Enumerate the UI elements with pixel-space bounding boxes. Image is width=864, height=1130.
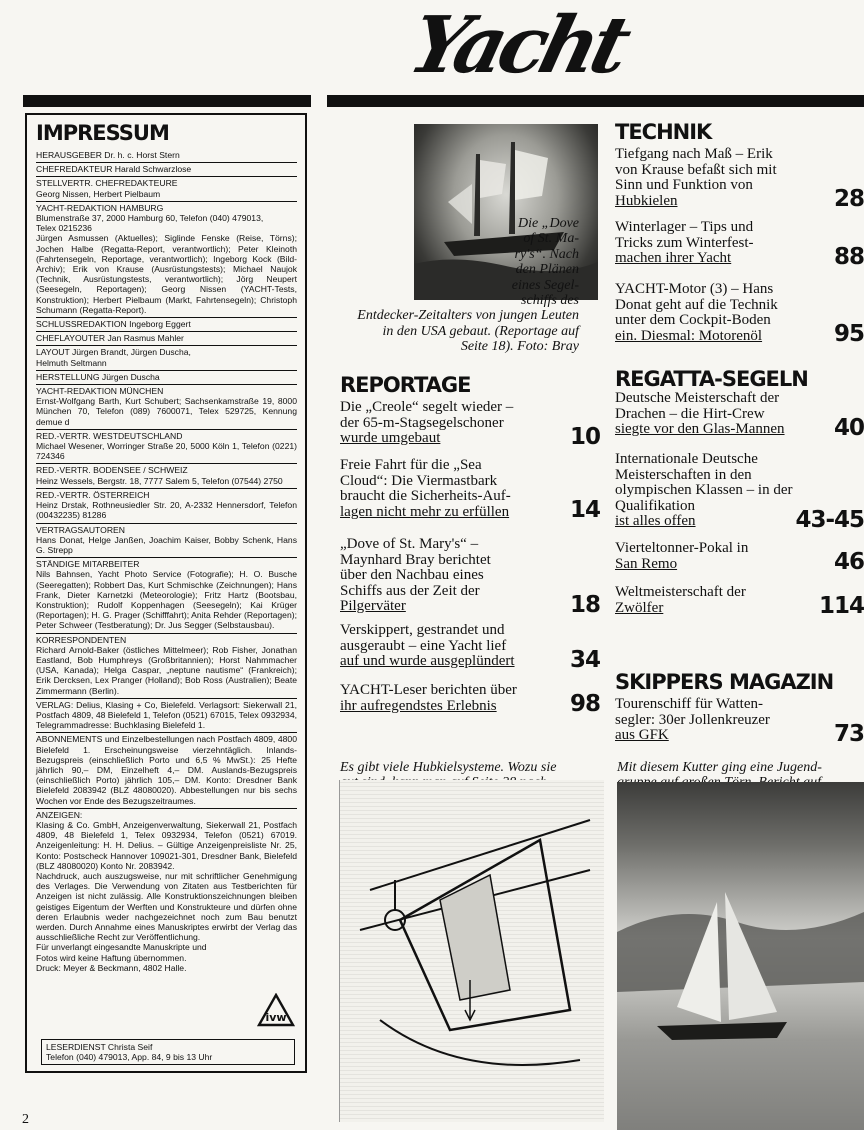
entry-text-lines: „Dove of St. Mary's“ – Maynhard Bray berichtet über den Nachbau eines Schiffs aus der Zeit der xyxy=(340,536,491,599)
impressum-blocks xyxy=(36,149,297,975)
caption-line: Entdecker-Zeitalters von jungen Leuten xyxy=(357,308,579,324)
technik-entry xyxy=(615,146,864,212)
impressum-title: IMPRESSUM xyxy=(36,121,169,145)
impressum-block: VERLAG: Delius, Klasing + Co, Bielefeld. Verlagsort: Siekerwall 21, Postfach 4809, 48 Bielefeld 1, Telefon (0521) 67015, Telex 0932934, Telegrammadresse: Buchklasing Bielefeld 1. xyxy=(36,698,297,733)
entry-text-last-line: Pilgerväter xyxy=(340,598,406,614)
caption-line: in den USA gebaut. (Reportage auf xyxy=(382,323,579,339)
entry-text-last-line: Zwölfer xyxy=(615,599,664,616)
caption-line: eines Segel- xyxy=(511,277,579,293)
entry-text xyxy=(615,696,864,747)
regatta-entry xyxy=(615,540,864,575)
dove-caption xyxy=(329,216,579,355)
impressum-block: CHEFLAYOUTER Jan Rasmus Mahler xyxy=(36,331,297,345)
impressum-block: ABONNEMENTS und Einzelbestellungen nach Postfach 4809, 4800 Bielefeld 1. Erscheinungsweise vierzehntäglich. Inlands-Bezugspreis (einschließlich Porto und 6,5 % MwSt.): 25 Hefte jährlich 90,– DM, Einzelheft 4,– DM. Auslands-Bezugspreis (einschließlich Porto) jährlich 105,– DM. Konto: Dresdner Bank Bielefeld 2083942 (BLZ 48080020). Abbestellungen nur bis sechs Wochen vor Ende des Bezugszeitraumes. xyxy=(36,732,297,807)
entry-text-lines: Vierteltonner-Pokal in xyxy=(615,540,749,556)
entry-text xyxy=(340,536,600,618)
impressum-block: SCHLUSSREDAKTION Ingeborg Eggert xyxy=(36,317,297,331)
entry-text xyxy=(615,540,864,575)
impressum-block: LAYOUT Jürgen Brandt, Jürgen Duscha, Helmuth Seltmann xyxy=(36,345,297,369)
entry-page-number: 10 xyxy=(569,423,600,450)
entry-text-lines: Weltmeisterschaft der xyxy=(615,584,746,600)
reportage-entry xyxy=(340,399,600,450)
impressum-block: ANZEIGEN: Klasing & Co. GmbH, Anzeigenverwaltung, Siekerwall 21, Postfach 4809, 48 Bielefeld 1, Telex 0932934, Telefon (0521) 67019. Anzeigenleitung: H. H. Delius. – Gültige Anzeigenpreisliste Nr. 25, Konto: Postscheck Hannover 109021-301, Dresdner Bank, Bielefeld (BLZ 48080020) Konto Nr. 2083942. Nachdruck, auch auszugsweise, nur mit schriftlicher Genehmigung des Verlages. Die Verwendung von Zitaten aus Testberichten für Anzeigen ist nicht zulässig. Alle Konstruktionszeichnungen bleiben geistiges Eigentum der Werften und Konstrukteure und dürfen ohne deren Erlaubnis weder nachgezeichnet noch zum Bau benutzt werden. Durch Annahme eines Manuskriptes erwirbt der Verlag das ausschließliche Recht zur Veröffentlichung. Für unverlangt eingesandte Manuskripte und Fotos wird keine Haftung übernommen. Druck: Meyer & Beckmann, 4802 Halle. xyxy=(36,808,297,975)
impressum-block: RED.-VERTR. BODENSEE / SCHWEIZ Heinz Wessels, Bergstr. 18, 7777 Salem 5, Telefon (07544) 2750 xyxy=(36,463,297,487)
entry-page-number: 88 xyxy=(833,243,864,270)
entry-page-number: 114 xyxy=(818,593,864,619)
impressum-block: KORRESPONDENTEN Richard Arnold-Baker (östliches Mittelmeer); Rob Fisher, Jonathan Eastland, Bob Humphreys (Großbritannien); Horst Nahmmacher (USA, Kanada); Helga Caspar, „neptune nautisme“ (Frankreich); Erik Dercksen, Lex Pranger (Holland); Bob Ross (Australien); Beate Zimmermann (Berlin). xyxy=(36,633,297,698)
hubkiel-drawing xyxy=(339,780,604,1122)
regatta-entry xyxy=(615,451,864,533)
entry-text xyxy=(615,281,864,347)
entry-text-last-line: ist alles offen xyxy=(615,513,696,529)
impressum-block: RED.-VERTR. WESTDEUTSCHLAND Michael Wesener, Worringer Straße 20, 5000 Köln 1, Telefon (0221) 724346 xyxy=(36,429,297,464)
entry-page-number: 46 xyxy=(833,549,864,575)
entry-page-number: 95 xyxy=(833,321,864,347)
entry-text-lines: YACHT-Motor (3) – Hans Donat geht auf die Technik unter dem Cockpit-Boden xyxy=(615,281,778,328)
impressum-block: STÄNDIGE MITARBEITER Nils Bahnsen, Yacht Photo Service (Fotografie); H. O. Busche (Seeregatten); Robbert Das, Kurt Schmischke (Zeichnungen); Hans Frank, Dieter Karnetzki (Meteorologie); Fritz Hartz (Bootsbau, Konstruktion); Rudolf Koppenhagen (Seesegeln); Kai Krüger (Reportagen); H. G. Prager (Schifffahrt); Anita Rehder (Reportagen); Peter Schweer (Testberatung); Dr. Jus Segger (Selbstausbau). xyxy=(36,557,297,632)
entry-text xyxy=(340,682,600,717)
entry-text-lines: Die „Creole“ segelt wieder – der 65-m-Stagsegelschoner xyxy=(340,399,514,431)
entry-text xyxy=(615,219,864,270)
impressum-block: CHEFREDAKTEUR Harald Schwarzlose xyxy=(36,162,297,176)
entry-text xyxy=(340,622,600,673)
impressum-block: STELLVERTR. CHEFREDAKTEURE Georg Nissen, Herbert Pielbaum xyxy=(36,176,297,200)
technik-entry xyxy=(615,281,864,347)
entry-text-last-line: aus GFK xyxy=(615,727,669,743)
entry-text-lines: Freie Fahrt für die „Sea Cloud“: Die Viermastbark braucht die Sicherheits-Auf- xyxy=(340,457,511,504)
entry-text-last-line: lagen nicht mehr zu erfüllen xyxy=(340,503,510,520)
impressum-block: HERAUSGEBER Dr. h. c. Horst Stern xyxy=(36,150,180,160)
skippers-entry xyxy=(615,696,864,747)
entry-page-number: 34 xyxy=(569,646,600,673)
entry-text-lines: Tiefgang nach Maß – Erik von Krause befaßt sich mit Sinn und Funktion von xyxy=(615,146,777,193)
section-title-technik: TECHNIK xyxy=(615,120,712,144)
reportage-entry xyxy=(340,457,600,523)
sailboat-icon xyxy=(617,782,864,1130)
entry-text-last-line: San Remo xyxy=(615,555,678,572)
ivw-logo-icon xyxy=(257,993,295,1027)
entry-page-number: 28 xyxy=(833,186,864,212)
impressum-block: HERSTELLUNG Jürgen Duscha xyxy=(36,370,297,384)
impressum-block: VERTRAGSAUTOREN Hans Donat, Helge Janßen, Joachim Kaiser, Bobby Schenk, Hans G. Strepp xyxy=(36,523,297,558)
entry-page-number: 40 xyxy=(833,414,864,441)
impressum-box xyxy=(25,113,307,1073)
entry-page-number: 73 xyxy=(833,720,864,747)
entry-page-number: 18 xyxy=(569,591,600,618)
section-title-regatta: REGATTA-SEGELN xyxy=(615,367,808,391)
impressum-block: YACHT-REDAKTION MÜNCHEN Ernst-Wolfgang Barth, Kurt Schubert; Sachsenkamstraße 19, 8000 München 70, Telefon (089) 7600071, Telex 529725, Kennung demue d xyxy=(36,384,297,429)
entry-text xyxy=(340,457,600,523)
entry-text-lines: Verskippert, gestrandet und ausgeraubt – eine Yacht lief xyxy=(340,622,507,654)
impressum-block: YACHT-REDAKTION HAMBURG Blumenstraße 37, 2000 Hamburg 60, Telefon (040) 479013, Telex 0215236 Jürgen Asmussen (Aktuelles); Siglinde Fenske (Reise, Törns); Jochen Halbe (Regatta-Report, verantwortlich); Peter Kleinoth (Fahrtensegeln, Reportage, verantwortlich); Ingeborg Kock (Bild-Archiv); Erik von Krause (Ausrüstungstests); Michael Naujok (Technik, Ausrüstungstests, verantwortlich); Jörg Neupert (Seesegeln, Reportagen); Georg Nissen (YACHT-Tests, Konstruktion); Herbert Pielbaum (Markt, Fahrtensegeln); Christoph Schumann (Regatta-Report). xyxy=(36,201,297,317)
caption-line: schiffs des xyxy=(521,293,579,309)
header-rule-left xyxy=(23,95,311,107)
kutter-photo xyxy=(617,782,864,1130)
entry-page-number: 98 xyxy=(569,691,600,717)
entry-text-last-line: Hubkielen xyxy=(615,192,678,209)
entry-text-lines: Deutsche Meisterschaft der Drachen – die Hirt-Crew xyxy=(615,390,780,422)
entry-page-number: 14 xyxy=(569,497,600,523)
entry-text-last-line: siegte vor den Glas-Mannen xyxy=(615,421,785,437)
caption-line: den Plänen xyxy=(515,262,579,278)
entry-text xyxy=(615,146,864,212)
entry-text-last-line: wurde umgebaut xyxy=(340,430,441,446)
entry-text-lines: Internationale Deutsche Meisterschaften in den olympischen Klassen – in der Qualifikation xyxy=(615,451,793,514)
entry-text-last-line: ihr aufregendstes Erlebnis xyxy=(340,697,497,714)
impressum-block: RED.-VERTR. ÖSTERREICH Heinz Drstak, Rothneusiedler Str. 20, A-2332 Hennersdorf, Telefon (00432235) 81286 xyxy=(36,488,297,523)
reportage-entry xyxy=(340,536,600,618)
keel-drawing-icon xyxy=(340,780,604,1122)
reportage-entry xyxy=(340,682,600,717)
reportage-entry xyxy=(340,622,600,673)
header-rule-right xyxy=(327,95,864,107)
entry-text-lines: YACHT-Leser berichten über xyxy=(340,682,517,698)
regatta-entry xyxy=(615,390,864,441)
entry-text-lines: Winterlager – Tips und Tricks zum Winterfest- xyxy=(615,219,754,251)
entry-text xyxy=(615,390,864,441)
entry-text-lines: Tourenschiff für Watten- segler: 30er Jollenkreuzer xyxy=(615,696,770,728)
leserdienst-box: LESERDIENST Christa Seif Telefon (040) 479013, App. 84, 9 bis 13 Uhr xyxy=(41,1039,295,1065)
caption-line: of St. Ma- xyxy=(523,231,579,247)
entry-text-last-line: machen ihrer Yacht xyxy=(615,250,732,266)
caption-line: Seite 18). Foto: Bray xyxy=(460,339,579,355)
svg-text:ivw: ivw xyxy=(265,1011,287,1024)
yacht-logo: Yacht xyxy=(400,0,634,91)
caption-line: Die „Dove xyxy=(517,216,579,231)
caption-line: ry's“. Nach xyxy=(514,246,579,262)
entry-text-last-line: auf und wurde ausgeplündert xyxy=(340,653,515,669)
entry-text-last-line: ein. Diesmal: Motorenöl xyxy=(615,327,763,344)
technik-entry xyxy=(615,219,864,270)
page-number: 2 xyxy=(22,1112,29,1127)
section-title-reportage: REPORTAGE xyxy=(340,373,471,397)
kutter-caption: Mit diesem Kutter ging eine Jugend- xyxy=(617,760,822,775)
entry-page-number: 43-45 xyxy=(795,506,864,533)
regatta-entry xyxy=(615,584,864,619)
entry-text xyxy=(340,399,600,450)
hubkiel-caption: Es gibt viele Hubkielsysteme. Wozu sie xyxy=(340,760,557,775)
section-title-skippers: SKIPPERS MAGAZIN xyxy=(615,670,834,694)
